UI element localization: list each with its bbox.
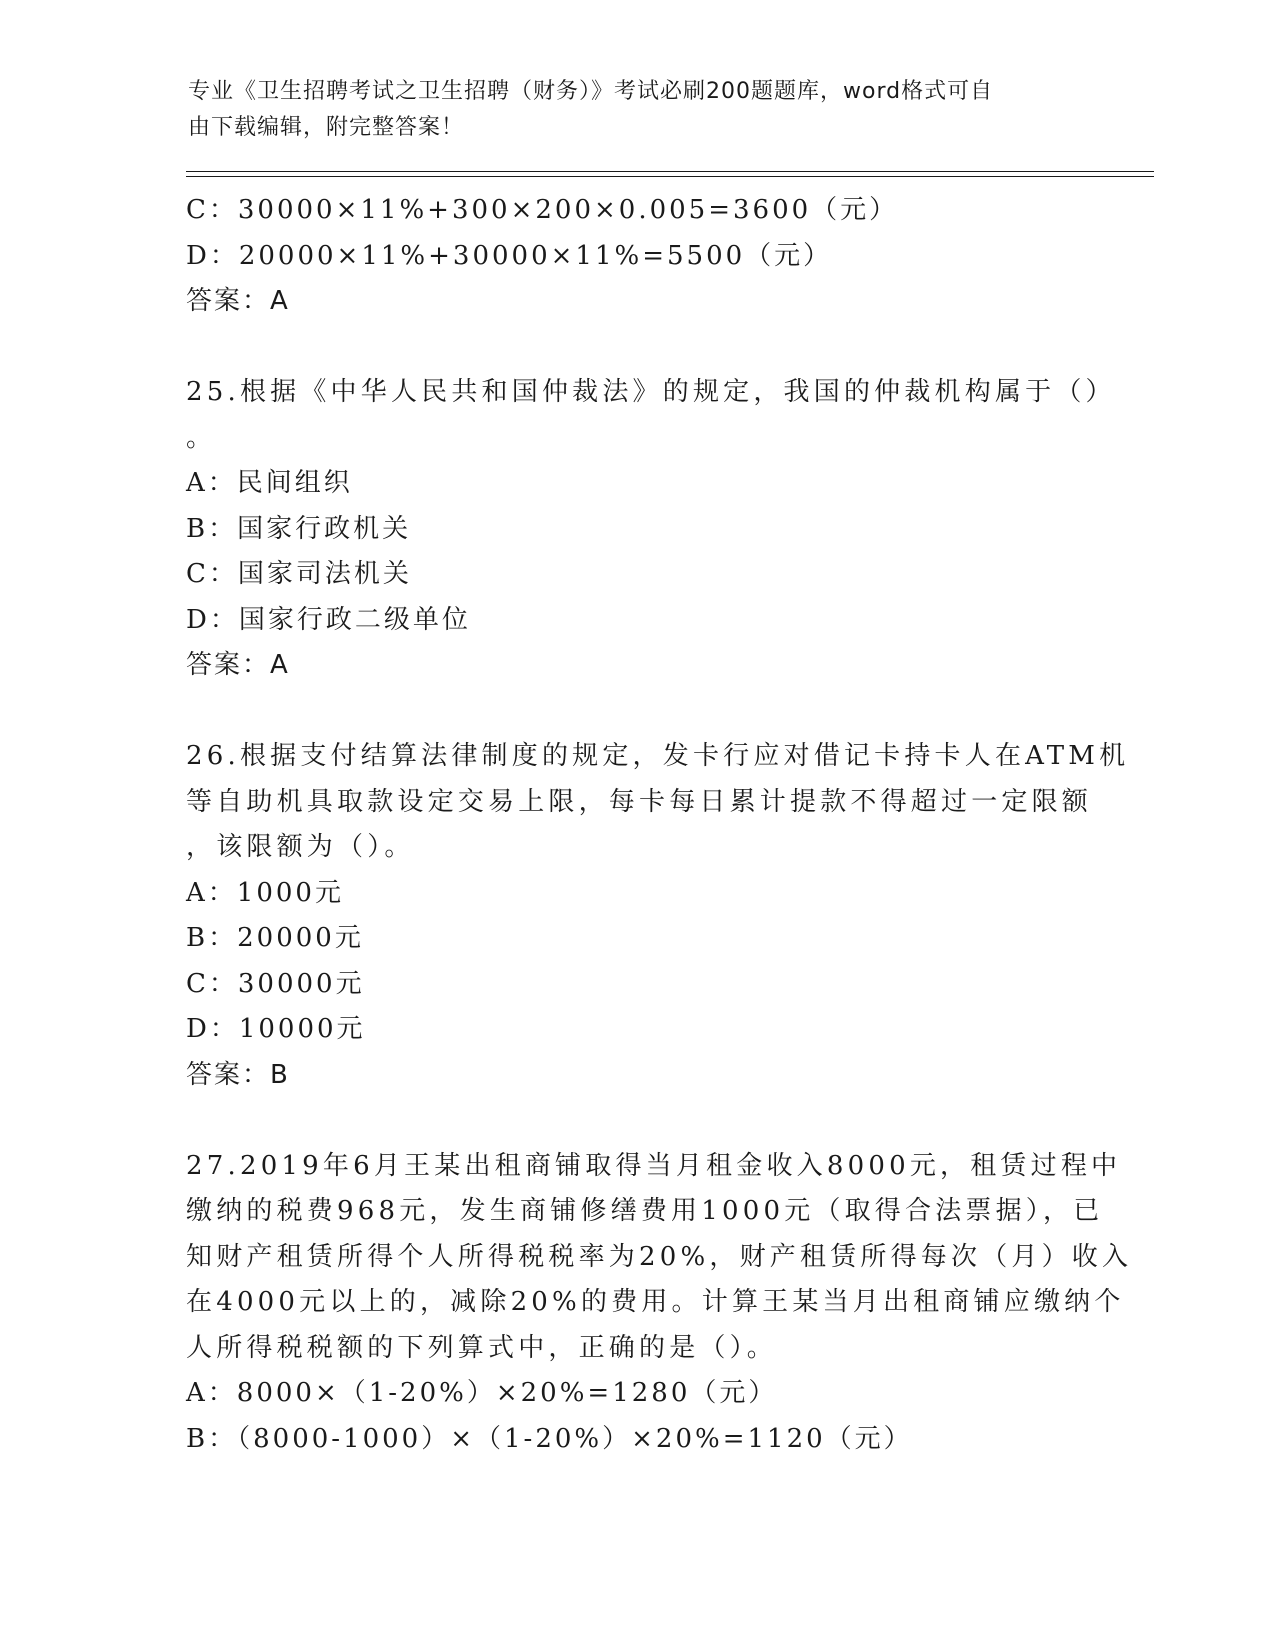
header-divider-top bbox=[186, 171, 1154, 172]
question-text bbox=[186, 370, 1116, 461]
question-text-line: 缴纳的税费968元，发生商铺修缮费用1000元（取得合法票据），已 bbox=[186, 1196, 1104, 1226]
option-a: A：1000元 bbox=[186, 877, 344, 908]
spacer bbox=[186, 1098, 1086, 1144]
option-a: A：民间组织 bbox=[186, 468, 353, 498]
question-list bbox=[186, 188, 1133, 1462]
question-25 bbox=[186, 370, 1116, 689]
option-d: D：国家行政二级单位 bbox=[186, 604, 471, 635]
question-text-line: 。 bbox=[186, 422, 217, 453]
option-b: B：国家行政机关 bbox=[186, 513, 412, 544]
question-26 bbox=[186, 734, 1130, 1098]
spacer bbox=[186, 325, 1086, 371]
option-c: C：国家司法机关 bbox=[186, 559, 412, 589]
spacer bbox=[186, 689, 1086, 735]
question-27 bbox=[186, 1144, 1133, 1463]
question-text-line: 26.根据支付结算法律制度的规定，发卡行应对借记卡持卡人在ATM机 bbox=[186, 741, 1130, 771]
option-c: C：30000×11%+300×200×0.005=3600（元） bbox=[186, 195, 899, 225]
question-text bbox=[186, 1144, 1133, 1372]
header-line-2: 由下载编辑，附完整答案！ bbox=[188, 115, 465, 140]
answer-line: 答案：B bbox=[186, 1059, 290, 1090]
option-b: B：（8000-1000）×（1-20%）×20%=1120（元） bbox=[186, 1423, 913, 1454]
answer-line: 答案：A bbox=[186, 286, 290, 316]
answer-line: 答案：A bbox=[186, 650, 290, 680]
option-a: A：8000×（1-20%）×20%=1280（元） bbox=[186, 1378, 778, 1408]
previous-question-tail bbox=[186, 188, 1086, 325]
question-text-line: 在4000元以上的，减除20%的费用。计算王某当月出租商铺应缴纳个 bbox=[186, 1287, 1125, 1317]
header-line-1: 专业《卫生招聘考试之卫生招聘（财务）》考试必刷200题题库，word格式可自 bbox=[188, 79, 994, 104]
question-text-line: 人所得税税额的下列算式中，正确的是（）。 bbox=[186, 1332, 778, 1363]
question-text-line: ，该限额为（）。 bbox=[186, 832, 415, 862]
question-text-line: 27.2019年6月王某出租商铺取得当月租金收入8000元，租赁过程中 bbox=[186, 1150, 1122, 1181]
option-b: B：20000元 bbox=[186, 923, 364, 953]
header-divider-bottom bbox=[186, 176, 1154, 177]
question-text-line: 知财产租赁所得个人所得税税率为20%，财产租赁所得每次（月）收入 bbox=[186, 1241, 1133, 1272]
option-d: D：10000元 bbox=[186, 1014, 366, 1044]
question-text bbox=[186, 734, 1130, 871]
option-d: D：20000×11%+30000×11%=5500（元） bbox=[186, 240, 833, 271]
question-text-line: 25.根据《中华人民共和国仲裁法》的规定，我国的仲裁机构属于（） bbox=[186, 377, 1116, 407]
option-c: C：30000元 bbox=[186, 968, 365, 999]
question-text-line: 等自助机具取款设定交易上限，每卡每日累计提款不得超过一定限额 bbox=[186, 786, 1093, 817]
document-header bbox=[188, 74, 1068, 146]
